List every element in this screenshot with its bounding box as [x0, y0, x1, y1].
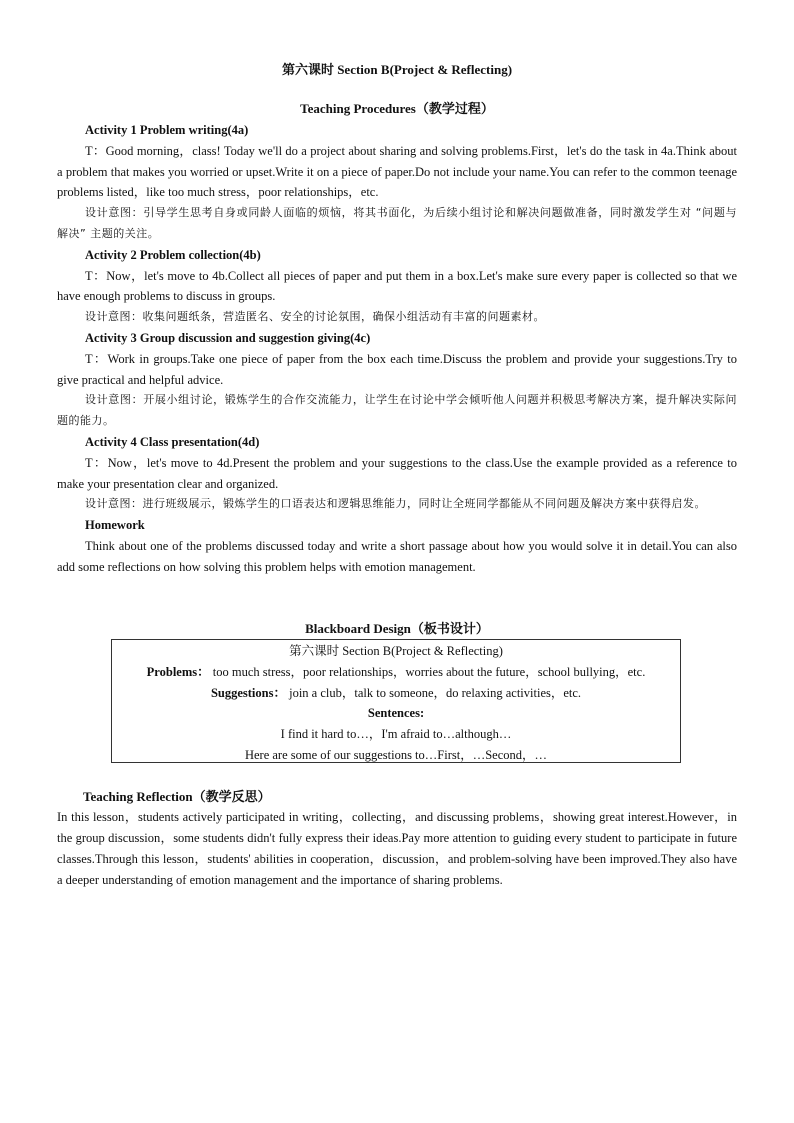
activity-4-intent: 设计意图：进行班级展示，锻炼学生的口语表达和逻辑思维能力，同时让全班同学都能从不同问题及解决方案中获得启发。	[85, 497, 706, 511]
activity-1-heading: Activity 1 Problem writing(4a)	[85, 123, 249, 137]
activity-4-teacher-text: T：Now，let's move to 4d.Present the problem and your suggestions to the class.Use the example provided as a reference to make your presentation clear and organized.	[57, 455, 737, 491]
activity-3-intent: 设计意图：开展小组讨论，锻炼学生的合作交流能力，让学生在讨论中学会倾听他人问题并积极思考解决方案，提升解决实际问题的能力。	[57, 393, 737, 428]
procedures-body	[57, 120, 737, 578]
blackboard-title: Blackboard Design（板书设计）	[305, 621, 489, 636]
sentence-1: I find it hard to…，I'm afraid to…although…	[280, 727, 512, 742]
suggestions-text: join a club，talk to someone，do relaxing activities，etc.	[289, 685, 582, 700]
procedures-title: Teaching Procedures（教学过程）	[300, 101, 494, 116]
activity-4-heading: Activity 4 Class presentation(4d)	[85, 434, 260, 449]
reflection-title: Teaching Reflection（教学反思）	[83, 789, 271, 804]
problems-text: too much stress，poor relationships，worries about the future，school bullying，etc.	[212, 664, 646, 679]
activity-3-teacher-text: T：Work in groups.Take one piece of paper from the box each time.Discuss the problem and provide your suggestions.Try to give practical and helpful advice.	[57, 351, 737, 387]
homework-heading: Homework	[85, 518, 145, 533]
blackboard-suggestions-line	[112, 683, 680, 704]
lesson-title: 第六课时 Section B(Project & Reflecting)	[281, 62, 513, 77]
reflection-text: In this lesson，students actively participated in writing，collecting，and discussing problems，showing great interest.However，in the group discussion，some students didn't fully express their ideas.Pay more attention to guiding every student to participate in future classes.Through this lesson，students' abilities in cooperation，discussion，and problem-solving have been improved.They also have a deeper understanding of emotion management and the importance of sharing problems.	[57, 810, 737, 887]
homework-text: Think about one of the problems discussed today and write a short passage about how you would solve it in detail.You can also add some reflections on how solving this problem helps with emotion management.	[57, 538, 737, 574]
blackboard-lesson: 第六课时 Section B(Project & Reflecting)	[289, 644, 503, 658]
problems-label: Problems：	[146, 664, 210, 679]
blackboard-problems-line	[112, 662, 680, 683]
activity-1-intent: 设计意图：引导学生思考自身或同龄人面临的烦恼，将其书面化，为后续小组讨论和解决问题做准备，同时激发学生对 “问题与解决” 主题的关注。	[57, 206, 737, 240]
activity-2-teacher-text: T：Now，let's move to 4b.Collect all pieces of paper and put them in a box.Let's make sure every paper is collected so that we have enough problems to discuss in groups.	[57, 268, 737, 304]
suggestions-label: Suggestions：	[210, 685, 286, 700]
reflection-body	[57, 807, 737, 891]
activity-2-intent: 设计意图：收集问题纸条，营造匿名、安全的讨论氛围，确保小组活动有丰富的问题素材。	[85, 310, 545, 324]
sentences-label: Sentences:	[367, 706, 425, 721]
activity-2-heading: Activity 2 Problem collection(4b)	[85, 247, 261, 262]
blackboard-box	[111, 639, 681, 763]
activity-1-teacher-text: T：Good morning，class! Today we'll do a project about sharing and solving problems.First，let's do the task in 4a.Think about a problem that makes you worried or upset.Write it on a piece of paper.Do not include your name.You can refer to the common teenage problems listed，like too much stress，poor relationships，etc.	[57, 143, 737, 200]
sentence-2: Here are some of our suggestions to…First，…Second，…	[244, 747, 548, 762]
activity-3-heading: Activity 3 Group discussion and suggestion giving(4c)	[85, 330, 371, 345]
